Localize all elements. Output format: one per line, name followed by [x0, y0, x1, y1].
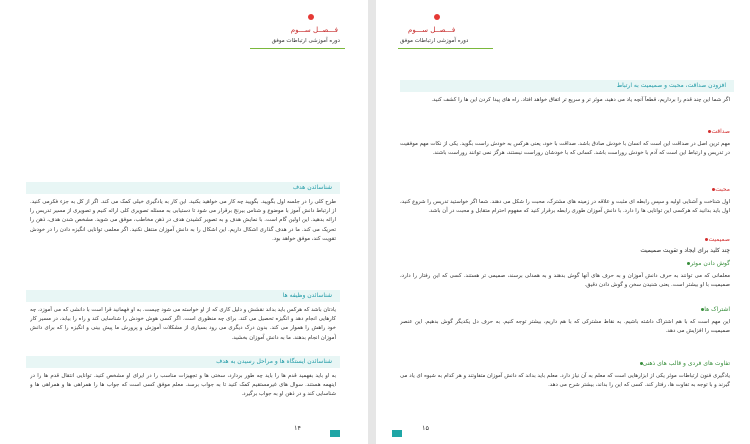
section-text: طرح کلی را در جلسه اول بگویید. بگویید چه کار می خواهید بکنید. این کار به یادگیری خیلی کمک می کند. اگر از کل به جزء فکرمی کنید. از ارتباط دانش آموز با موضوع و شناس بیرنج برقرار می شود تا دستیابی به مسئله تصویری کلی ارائه کنیم و تصویری از مسیر تدریس را ارائه بدهید. این اولین گام است. با نمایش هدف و به تصویر کشیدن هدف در ذهن مخاطب، موفق می شوید. مشخص شدن هدف، ذهن را تحریک می کند. ما در هدف گذاری اشکال داریم. این اشکال را به دانش آموزان منتقل نکنید. اگر معلمی توانایی انگیزه دادن را در خودش تقویت کند، موفق خواهد بود. [30, 199, 336, 242]
affection-heading: محبت [709, 186, 730, 193]
intro-text-2: مهم ترین اصل در صداقت این است که انسان با خودش صادق باشد. صداقت با خود، یعنی هرکس به خودش راست بگوید. یکی از نکات مهم موفقیت در تدریس و ارتباط این است که آدم با خودش روراست باشد. کسانی که با خودشان روراست نیستند، هرگز نمی توانند روراست باشند. [400, 141, 730, 157]
header-title: فـــصــل ســـوم [290, 26, 338, 34]
section-heading: شناسائدن ایستگاه ها و مراحل رسیدن به هدف [26, 356, 340, 368]
header-title: فـــصــل ســـوم [408, 26, 456, 34]
page-number: ۱۴ [294, 424, 301, 432]
section-text: یادتان باشد که هرکس باید بداند نقشش و دلیل کاری که از او خواسته می شود چیست. به او فهمانید قرا است با دانشی که می آموزد، چه کارهایی انجام دهد و انگیزه تحصیل می کند. برای چه منظوری است. اگر کسی هوش خودش را شناسایی کند و راه را بیابد، در مسیر کار خود راهش را هموار می کند. بدون درک دیگری می رود بسیاری از مشکلات آموزش و پرورش ما پیش بینی و انگیزه را که برای دانش آموزان انجام بدهند. ما به دانش آموزان بخشید. [30, 307, 336, 341]
header-rule [250, 48, 345, 49]
header-dot-icon [434, 14, 440, 20]
intimacy-subheading: چند کلید برای ایجاد و تقویت صمیمیت [640, 248, 730, 254]
bullet-text: این مهم است که با هم اشتراک داشته باشیم. به نقاط مشترکی که با هم داریم، بیشتر توجه کنیم. به حرف دل یکدیگر گوش بدهیم. این عنصر صمیمیت را افزایش می دهد. [400, 319, 730, 335]
bullet-text: معلمانی که می توانند به حرف دانش آموزان و به حرف های آنها گوش بدهند و به همدلی برسند، صمیمی تر هستند. کسی که این رفتار را دارد، صمیمیت با او بیشتر است. یعنی شنیدن سخن و گوش دادن دقیق. [400, 273, 730, 289]
page-tab-mark [392, 430, 402, 437]
page-tab-mark [330, 430, 340, 437]
bullet-heading: اشتراک ها [698, 306, 730, 313]
header-rule [398, 48, 493, 49]
left-page [0, 0, 368, 444]
affection-text: اول شناخت و آشنایی اولیه و سپس رابطه ای مثبت و علاقه در زمینه های مشترک، محبت را شکل می دهند. شما اگر خواستید تدریس را شروع کنید، اول باید بدانید که هرکسی این توانایی ها را دارد. با دانش آموزان طوری رابطه برقرار کنید که مفهوم احترام متقابل و محبت در آن باشد. [400, 199, 730, 215]
section-heading: شناسائدن هدف [26, 182, 340, 194]
intro-text: اگر شما این چند قدم را برداریم، قطعاً آنچه یاد می دهید، موثر تر و سریع تر اتفاق خواهد افتاد. راه های پیدا کردن این ها را کشف کنید. [431, 97, 730, 103]
right-page [376, 0, 750, 444]
sincerity-heading: صداقت [705, 128, 730, 135]
page-number: ۱۵ [422, 424, 429, 432]
section-text: به او باید بفهمید قدم ها را باید چه طور بردارد، سختی ها و تجهیزات مناسب را در ایرای او مشخص کنید. توانایی انتقال قدم ها را در اینهمه هستند. سوال های غیرمستقیم کمک کنید تا به جواب برسد. معلم موفق کسی است که جواب ها را همراهی ها و همراهی ها و شناسایی کند و در ذهن او به جواب برگیرد. [30, 373, 336, 398]
bullet-heading: گوش دادن موثر [684, 260, 730, 267]
section-heading: شناسائدن وظیفه ها [26, 290, 340, 302]
bullet-heading: تفاوت های فردی و قالب های ذهنی [637, 360, 730, 367]
header-dot-icon [308, 14, 314, 20]
intimacy-heading: صمیمیت [702, 236, 730, 243]
page-gutter [368, 0, 376, 444]
main-heading: افزودن صداقت، محبت و صمیمیت به ارتباط [400, 80, 734, 92]
header-subtitle: دوره آموزشی ارتباطات موفق [271, 38, 340, 44]
header-subtitle: دوره آموزشی ارتباطات موفق [400, 38, 469, 44]
bullet-text: یادگیری فنون ارتباطات موثر یکی از ابزارهایی است که معلم به آن نیاز دارد. معلم باید بداند که دانش آموزان متفاوتند و هر کدام به شیوه ای یاد می گیرند و با توجه به تفاوت ها، رفتار کند. کسی که این را بداند، بیشتر شرح می دهد. [400, 373, 730, 389]
